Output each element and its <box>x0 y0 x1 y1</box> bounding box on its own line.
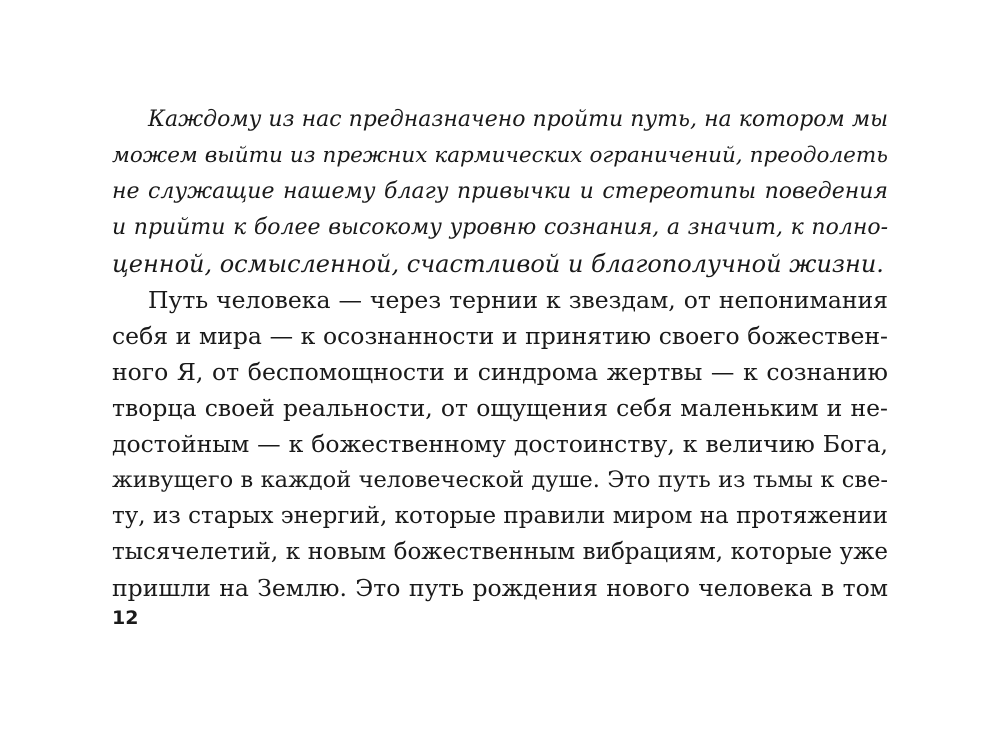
intro-line: Каждому из нас предназначено пройти путь, на котором мы <box>148 107 888 132</box>
page-number: 12 <box>112 607 139 629</box>
intro-line: и прийти к более высокому уровню сознания, а значит, к полно- <box>112 215 888 240</box>
body-line: живущего в каждой человеческой душе. Это путь из тьмы к све- <box>112 467 888 493</box>
body-line: себя и мира — к осознанности и принятию своего божествен- <box>112 322 888 350</box>
body-line: ту, из старых энергий, которые правили миром на протяжении <box>112 503 888 529</box>
intro-line: можем выйти из прежних кармических ограничений, преодолеть <box>112 143 888 168</box>
intro-line: не служащие нашему благу привычки и стереотипы поведения <box>112 179 888 204</box>
body-line: Путь человека — через тернии к звездам, от непонимания <box>148 286 888 314</box>
body-line: пришли на Землю. Это путь рождения нового человека в том <box>112 574 888 602</box>
body-line: достойным — к божественному достоинству, к величию Бога, <box>112 430 888 458</box>
intro-line: ценной, осмысленной, счастливой и благополучной жизни. <box>112 250 884 278</box>
body-line: ного Я, от беспомощности и синдрома жертвы — к сознанию <box>112 358 888 386</box>
body-line: творца своей реальности, от ощущения себя маленьким и не- <box>112 394 888 422</box>
body-line: тысячелетий, к новым божественным вибрациям, которые уже <box>112 539 888 565</box>
